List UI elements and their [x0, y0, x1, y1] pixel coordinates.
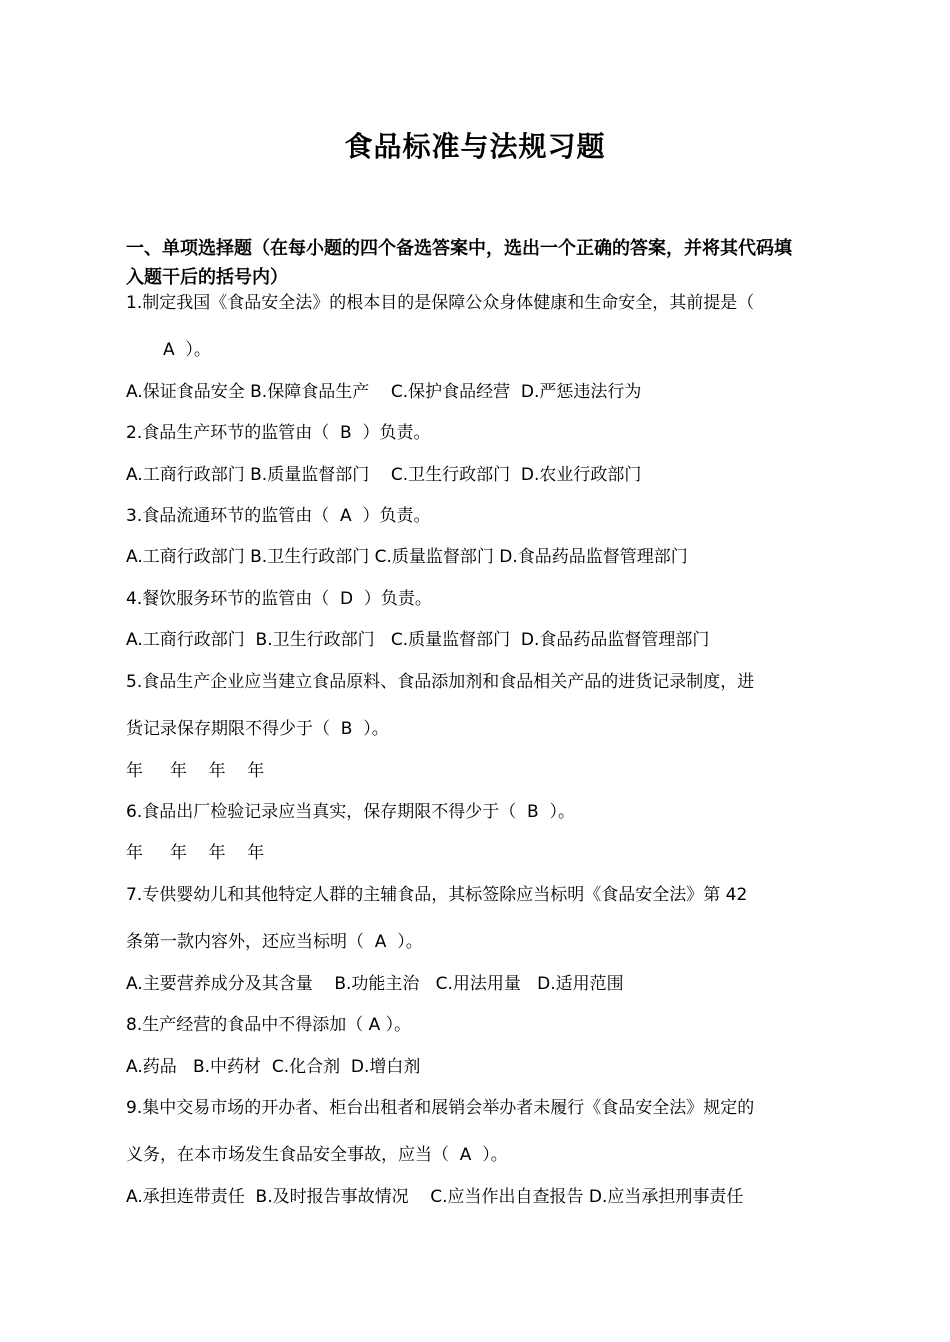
question-4-stem: 4.餐饮服务环节的监管由（ D ）负责。 — [126, 589, 432, 609]
question-2-options: A.工商行政部门 B.质量监督部门 C.卫生行政部门 D.农业行政部门 — [126, 465, 642, 485]
question-5-stem-line-2: 货记录保存期限不得少于（ B ）。 — [126, 719, 389, 739]
question-7-options: A.主要营养成分及其含量 B.功能主治 C.用法用量 D.适用范围 — [126, 974, 624, 994]
question-2-stem: 2.食品生产环节的监管由（ B ）负责。 — [126, 423, 431, 443]
question-8-stem: 8.生产经营的食品中不得添加（ A ）。 — [126, 1015, 412, 1035]
question-1-stem: 1.制定我国《食品安全法》的根本目的是保障公众身体健康和生命安全，其前提是（ — [126, 293, 755, 313]
question-6-stem: 6.食品出厂检验记录应当真实，保存期限不得少于（ B ）。 — [126, 802, 575, 822]
section-heading-line-2: 入题干后的括号内） — [126, 267, 288, 288]
question-4-options: A.工商行政部门 B.卫生行政部门 C.质量监督部门 D.食品药品监督管理部门 — [126, 630, 710, 650]
question-3-stem: 3.食品流通环节的监管由（ A ）负责。 — [126, 506, 431, 526]
question-8-options: A.药品 B.中药材 C.化合剂 D.增白剂 — [126, 1057, 421, 1077]
section-heading-line-1: 一、单项选择题（在每小题的四个备选答案中，选出一个正确的答案，并将其代码填 — [126, 238, 792, 259]
question-5-options: 年 年 年 年 — [126, 761, 265, 781]
question-9-stem-line-1: 9.集中交易市场的开办者、柜台出租者和展销会举办者未履行《食品安全法》规定的 — [126, 1098, 755, 1118]
question-1-answer: A ）。 — [163, 340, 211, 360]
question-9-stem-line-2: 义务，在本市场发生食品安全事故，应当（ A ）。 — [126, 1145, 508, 1165]
question-3-options: A.工商行政部门 B.卫生行政部门 C.质量监督部门 D.食品药品监督管理部门 — [126, 547, 688, 567]
question-7-stem-line-2: 条第一款内容外，还应当标明（ A ）。 — [126, 932, 423, 952]
question-5-stem-line-1: 5.食品生产企业应当建立食品原料、食品添加剂和食品相关产品的进货记录制度，进 — [126, 672, 755, 692]
question-9-options: A.承担连带责任 B.及时报告事故情况 C.应当作出自查报告 D.应当承担刑事责任 — [126, 1187, 744, 1207]
question-6-options: 年 年 年 年 — [126, 843, 265, 863]
question-7-stem-line-1: 7.专供婴幼儿和其他特定人群的主辅食品，其标签除应当标明《食品安全法》第 42 — [126, 885, 748, 905]
question-1-options: A.保证食品安全 B.保障食品生产 C.保护食品经营 D.严惩违法行为 — [126, 382, 642, 402]
section-heading — [126, 234, 846, 292]
document-title: 食品标准与法规习题 — [344, 130, 606, 163]
